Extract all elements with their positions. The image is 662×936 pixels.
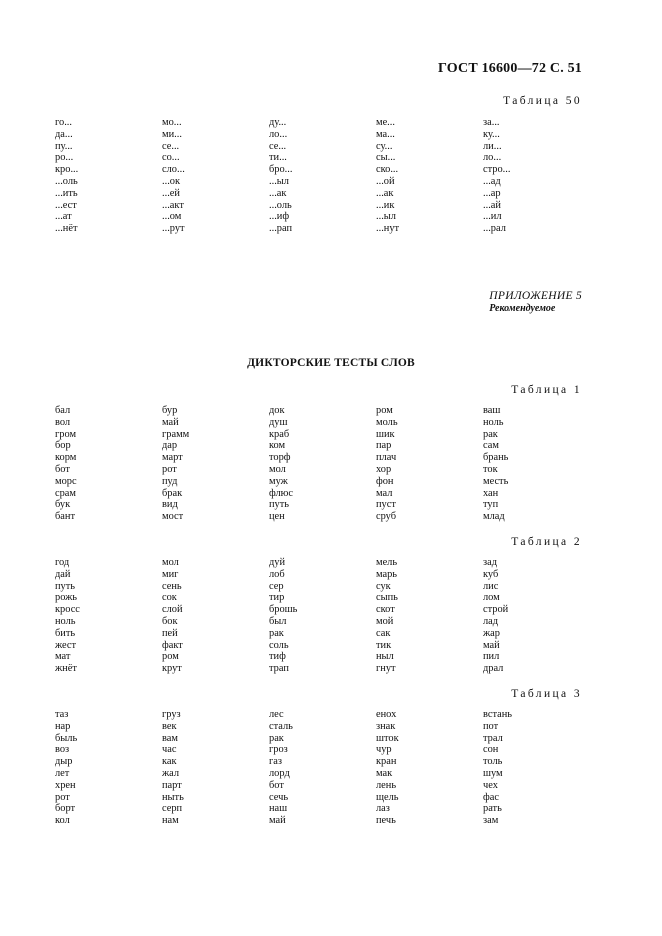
- table-cell: рать: [483, 803, 502, 815]
- table-cell: ...ад: [483, 175, 501, 187]
- table-cell: серп: [162, 803, 183, 815]
- table-row: [55, 417, 590, 429]
- table-cell: воз: [55, 744, 70, 756]
- table-row: [55, 592, 590, 604]
- table-cell: плач: [376, 452, 397, 464]
- table-cell: пей: [162, 627, 178, 639]
- table-cell: моль: [376, 416, 398, 428]
- table-cell: трал: [483, 732, 503, 744]
- table-cell: груз: [162, 709, 181, 720]
- table-cell: век: [162, 720, 177, 732]
- table-cell: гнут: [376, 663, 396, 675]
- table-cell: ком: [269, 440, 286, 452]
- table-cell: ло...: [483, 152, 502, 164]
- table-cell: хрен: [55, 779, 76, 791]
- table-row: [55, 744, 590, 756]
- table-cell: драл: [483, 663, 504, 675]
- table-cell: соль: [269, 639, 289, 651]
- table-cell: ли...: [483, 140, 502, 152]
- table-cell: рак: [269, 627, 284, 639]
- table-cell: шик: [376, 428, 395, 440]
- table-row: [55, 780, 590, 792]
- table-row: [55, 176, 590, 188]
- table-row: [55, 440, 590, 452]
- appendix-block: [489, 290, 582, 314]
- table-cell: бал: [55, 405, 71, 416]
- table-cell: сы...: [376, 152, 396, 164]
- table-cell: фон: [376, 475, 394, 487]
- table-row: [55, 117, 590, 129]
- table-cell: тиф: [269, 651, 286, 663]
- table-cell: гроз: [269, 744, 288, 756]
- table-cell: ...ак: [376, 187, 394, 199]
- table-cell: хан: [483, 487, 499, 499]
- table-cell: месть: [483, 475, 509, 487]
- table-cell: вид: [162, 499, 178, 511]
- table-cell: слой: [162, 604, 183, 616]
- table-cell: краб: [269, 428, 290, 440]
- table-row: [55, 616, 590, 628]
- table-cell: лень: [376, 779, 397, 791]
- table-2: [55, 557, 590, 675]
- table-cell: ...ыл: [269, 175, 289, 187]
- table-cell: бот: [269, 779, 284, 791]
- table-cell: путь: [269, 499, 290, 511]
- table-50: [55, 117, 590, 235]
- table-cell: срам: [55, 487, 76, 499]
- table-cell: крут: [162, 663, 182, 675]
- table-cell: тир: [269, 592, 285, 604]
- table-cell: ...ар: [483, 187, 501, 199]
- table-cell: встань: [483, 709, 513, 720]
- section-title: ДИКТОРСКИЕ ТЕСТЫ СЛОВ: [247, 357, 415, 369]
- table-cell: грамм: [162, 428, 190, 440]
- table-cell: кросс: [55, 604, 80, 616]
- table-cell: со...: [162, 152, 180, 164]
- table-cell: го...: [55, 117, 72, 128]
- table-cell: вам: [162, 732, 178, 744]
- table-cell: май: [483, 639, 500, 651]
- table-cell: брань: [483, 452, 509, 464]
- table-cell: борт: [55, 803, 76, 815]
- table-cell: ми...: [162, 128, 182, 140]
- table-row: [55, 464, 590, 476]
- table-row: [55, 709, 590, 721]
- table-cell: миг: [162, 568, 179, 580]
- table-cell: шум: [483, 767, 503, 779]
- table-cell: сок: [162, 592, 177, 604]
- table-cell: бро...: [269, 164, 293, 176]
- table-cell: нар: [55, 720, 71, 732]
- table-cell: док: [269, 405, 285, 416]
- table-cell: лес: [269, 709, 284, 720]
- table-cell: ток: [483, 463, 498, 475]
- table-cell: жар: [483, 627, 500, 639]
- page-header: ГОСТ 16600—72 С. 51: [438, 61, 582, 76]
- table-cell: мой: [376, 615, 394, 627]
- table-cell: рак: [269, 732, 284, 744]
- table-cell: лис: [483, 580, 499, 592]
- table-cell: ...рал: [483, 223, 506, 235]
- table-cell: дай: [55, 568, 71, 580]
- table-cell: ...ить: [55, 187, 78, 199]
- table-row: [55, 141, 590, 153]
- table-cell: бить: [55, 627, 76, 639]
- table-cell: ку...: [483, 128, 500, 140]
- table-cell: ноль: [483, 416, 504, 428]
- table-cell: душ: [269, 416, 288, 428]
- table-cell: ...нут: [376, 223, 400, 235]
- table-cell: май: [269, 815, 286, 827]
- table-cell: ско...: [376, 164, 399, 176]
- table-row: [55, 499, 590, 511]
- table-cell: рак: [483, 428, 498, 440]
- table-cell: вол: [55, 416, 71, 428]
- table-cell: скот: [376, 604, 395, 616]
- table-cell: путь: [55, 580, 76, 592]
- table-cell: пуд: [162, 475, 178, 487]
- table-cell: таз: [55, 709, 69, 720]
- table-cell: мат: [55, 651, 71, 663]
- table-cell: дар: [162, 440, 178, 452]
- table-cell: ти...: [269, 152, 287, 164]
- table-cell: толь: [483, 756, 503, 768]
- table-cell: бор: [55, 440, 71, 452]
- table-cell: пуст: [376, 499, 396, 511]
- table-cell: сыпь: [376, 592, 398, 604]
- table-cell: чур: [376, 744, 392, 756]
- table-cell: кол: [55, 815, 70, 827]
- table-cell: зам: [483, 815, 499, 827]
- table-row: [55, 663, 590, 675]
- table-cell: ...ил: [483, 211, 502, 223]
- table-cell: мол: [269, 463, 286, 475]
- table-2-caption: Таблица 2: [511, 536, 582, 548]
- table-row: [55, 815, 590, 827]
- table-cell: щель: [376, 791, 399, 803]
- table-cell: зад: [483, 557, 498, 568]
- table-row: [55, 733, 590, 745]
- table-cell: шток: [376, 732, 399, 744]
- table-cell: мол: [162, 557, 179, 568]
- table-cell: кран: [376, 756, 397, 768]
- table-cell: пил: [483, 651, 500, 663]
- table-cell: жал: [162, 767, 180, 779]
- table-cell: бук: [55, 499, 71, 511]
- table-cell: дыр: [55, 756, 73, 768]
- table-row: [55, 768, 590, 780]
- table-row: [55, 756, 590, 768]
- table-cell: гром: [55, 428, 77, 440]
- table-row: [55, 581, 590, 593]
- table-cell: трап: [269, 663, 289, 675]
- table-cell: морс: [55, 475, 77, 487]
- table-cell: наш: [269, 803, 288, 815]
- table-row: [55, 452, 590, 464]
- table-row: [55, 511, 590, 523]
- table-row: [55, 476, 590, 488]
- table-row: [55, 721, 590, 733]
- table-cell: газ: [269, 756, 282, 768]
- table-cell: ныть: [162, 791, 184, 803]
- table-cell: су...: [376, 140, 393, 152]
- appendix-subtitle: Рекомендуемое: [489, 303, 556, 314]
- table-cell: знак: [376, 720, 396, 732]
- table-cell: ...оль: [269, 199, 292, 211]
- table-row: [55, 200, 590, 212]
- table-cell: дуй: [269, 557, 286, 568]
- table-row: [55, 792, 590, 804]
- table-cell: пот: [483, 720, 499, 732]
- table-cell: ...рап: [269, 223, 293, 235]
- table-1-caption: Таблица 1: [511, 384, 582, 396]
- table-cell: бант: [55, 511, 75, 523]
- table-cell: ма...: [376, 128, 395, 140]
- table-cell: лаз: [376, 803, 390, 815]
- table-cell: бур: [162, 405, 178, 416]
- table-cell: ...акт: [162, 199, 184, 211]
- table-cell: март: [162, 452, 183, 464]
- table-3: [55, 709, 590, 827]
- table-cell: се...: [269, 140, 287, 152]
- table-cell: рот: [162, 463, 177, 475]
- table-cell: лет: [55, 767, 70, 779]
- table-cell: жест: [55, 639, 77, 651]
- table-cell: мо...: [162, 117, 182, 128]
- table-cell: печь: [376, 815, 396, 827]
- table-cell: был: [269, 615, 287, 627]
- table-cell: млад: [483, 511, 505, 523]
- table-row: [55, 651, 590, 663]
- table-cell: кро...: [55, 164, 79, 176]
- table-cell: чех: [483, 779, 498, 791]
- table-cell: куб: [483, 568, 499, 580]
- table-cell: да...: [55, 128, 73, 140]
- table-cell: рот: [55, 791, 70, 803]
- table-cell: сталь: [269, 720, 293, 732]
- table-cell: сечь: [269, 791, 289, 803]
- table-cell: ...рут: [162, 223, 185, 235]
- table-cell: мак: [376, 767, 393, 779]
- table-row: [55, 129, 590, 141]
- table-cell: сук: [376, 580, 391, 592]
- table-cell: лоб: [269, 568, 285, 580]
- table-cell: факт: [162, 639, 183, 651]
- table-cell: ...ей: [162, 187, 180, 199]
- table-row: [55, 488, 590, 500]
- table-cell: хор: [376, 463, 392, 475]
- table-cell: бот: [55, 463, 70, 475]
- table-row: [55, 604, 590, 616]
- table-row: [55, 405, 590, 417]
- table-row: [55, 164, 590, 176]
- table-cell: се...: [162, 140, 180, 152]
- table-cell: туп: [483, 499, 499, 511]
- table-cell: ...нёт: [55, 223, 78, 235]
- table-cell: ром: [376, 405, 393, 416]
- table-cell: ...ай: [483, 199, 501, 211]
- table-cell: мель: [376, 557, 398, 568]
- table-cell: жнёт: [55, 663, 77, 675]
- table-cell: май: [162, 416, 179, 428]
- table-cell: час: [162, 744, 177, 756]
- table-50-caption: Таблица 50: [503, 95, 582, 107]
- table-cell: тик: [376, 639, 392, 651]
- table-cell: ...ой: [376, 175, 395, 187]
- table-cell: ду...: [269, 117, 287, 128]
- table-row: [55, 211, 590, 223]
- table-row: [55, 628, 590, 640]
- table-cell: торф: [269, 452, 291, 464]
- table-cell: ваш: [483, 405, 501, 416]
- table-cell: пар: [376, 440, 392, 452]
- table-cell: сак: [376, 627, 391, 639]
- table-cell: марь: [376, 568, 398, 580]
- table-cell: енох: [376, 709, 397, 720]
- table-cell: строй: [483, 604, 509, 616]
- table-cell: ныл: [376, 651, 394, 663]
- table-cell: как: [162, 756, 177, 768]
- table-cell: мост: [162, 511, 184, 523]
- table-row: [55, 640, 590, 652]
- table-row: [55, 223, 590, 235]
- table-cell: сло...: [162, 164, 185, 176]
- table-cell: год: [55, 557, 70, 568]
- table-cell: ...ик: [376, 199, 395, 211]
- table-cell: стро...: [483, 164, 511, 176]
- table-cell: рожь: [55, 592, 78, 604]
- appendix-title: ПРИЛОЖЕНИЕ 5: [489, 290, 582, 302]
- table-cell: ...ом: [162, 211, 182, 223]
- table-cell: лорд: [269, 767, 290, 779]
- table-cell: нам: [162, 815, 179, 827]
- table-cell: ноль: [55, 615, 76, 627]
- table-cell: ...ат: [55, 211, 72, 223]
- table-cell: ме...: [376, 117, 395, 128]
- table-cell: фас: [483, 791, 499, 803]
- table-cell: ...оль: [55, 175, 78, 187]
- table-row: [55, 188, 590, 200]
- table-row: [55, 152, 590, 164]
- table-cell: брак: [162, 487, 183, 499]
- table-cell: ро...: [55, 152, 74, 164]
- table-cell: брошь: [269, 604, 298, 616]
- table-row: [55, 803, 590, 815]
- table-cell: парт: [162, 779, 182, 791]
- table-cell: ...ак: [269, 187, 287, 199]
- table-cell: муж: [269, 475, 288, 487]
- table-row: [55, 429, 590, 441]
- table-cell: корм: [55, 452, 77, 464]
- table-cell: ...ест: [55, 199, 77, 211]
- table-cell: сам: [483, 440, 499, 452]
- table-row: [55, 569, 590, 581]
- table-cell: сон: [483, 744, 499, 756]
- table-cell: ло...: [269, 128, 288, 140]
- table-cell: за...: [483, 117, 500, 128]
- table-cell: сруб: [376, 511, 397, 523]
- table-3-caption: Таблица 3: [511, 688, 582, 700]
- table-cell: ...ок: [162, 175, 181, 187]
- table-row: [55, 557, 590, 569]
- table-1: [55, 405, 590, 523]
- table-cell: лад: [483, 615, 499, 627]
- table-cell: лом: [483, 592, 500, 604]
- table-cell: сер: [269, 580, 284, 592]
- table-cell: ром: [162, 651, 179, 663]
- table-cell: флюс: [269, 487, 294, 499]
- table-cell: бок: [162, 615, 178, 627]
- table-cell: ...иф: [269, 211, 290, 223]
- table-cell: мал: [376, 487, 393, 499]
- table-cell: сень: [162, 580, 182, 592]
- table-cell: пу...: [55, 140, 73, 152]
- table-cell: цен: [269, 511, 285, 523]
- table-cell: быль: [55, 732, 78, 744]
- table-cell: ...ыл: [376, 211, 396, 223]
